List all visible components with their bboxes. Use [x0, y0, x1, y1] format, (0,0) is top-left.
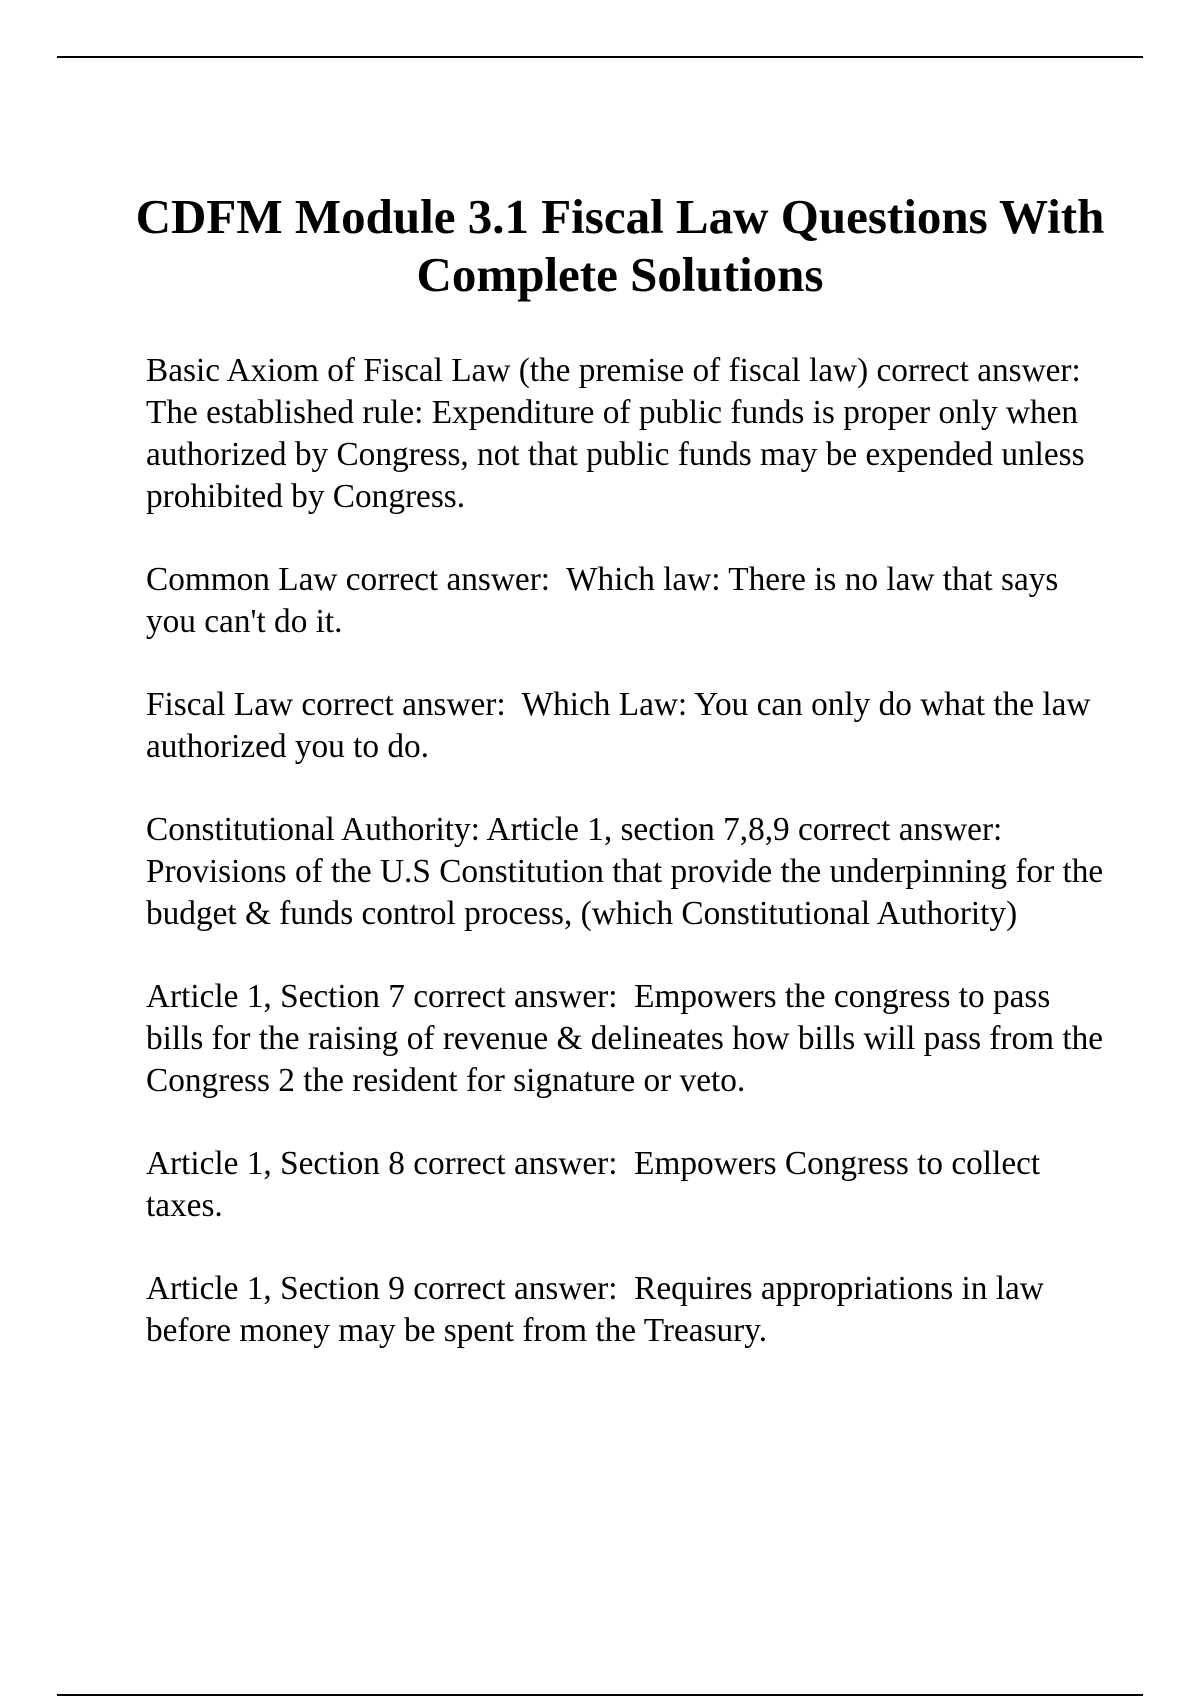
qa-item-constitutional-authority: Constitutional Authority: Article 1, section 7,8,9 correct answer: Provisions of the U.S Constitution that provide the underpinning for the budget & funds control process, (which Constitutional Authority) [146, 811, 1112, 932]
page-title: CDFM Module 3.1 Fiscal Law Questions With Complete Solutions [135, 189, 1105, 302]
qa-item-common-law: Common Law correct answer: Which law: There is no law that says you can't do it. [146, 561, 1067, 640]
qa-item-article-1-section-7: Article 1, Section 7 correct answer: Empowers the congress to pass bills for the raising of revenue & delineates how bills will pass from the Congress 2 the resident for signature or veto. [146, 978, 1112, 1099]
qa-item-basic-axiom: Basic Axiom of Fiscal Law (the premise of fiscal law) correct answer: The established rule: Expenditure of public funds is proper only when authorized by Congress, not that public funds may be expended unless prohibited by Congress. [146, 352, 1097, 515]
qa-item-article-1-section-8: Article 1, Section 8 correct answer: Empowers Congress to collect taxes. [146, 1145, 1049, 1224]
qa-list [146, 350, 1112, 1352]
qa-item-fiscal-law: Fiscal Law correct answer: Which Law: You can only do what the law authorized you to do. [146, 686, 1099, 765]
qa-item-article-1-section-9: Article 1, Section 9 correct answer: Requires appropriations in law before money may be spent from the Treasury. [146, 1270, 1053, 1349]
header-rule [57, 56, 1143, 58]
footer-rule [57, 1694, 1143, 1696]
